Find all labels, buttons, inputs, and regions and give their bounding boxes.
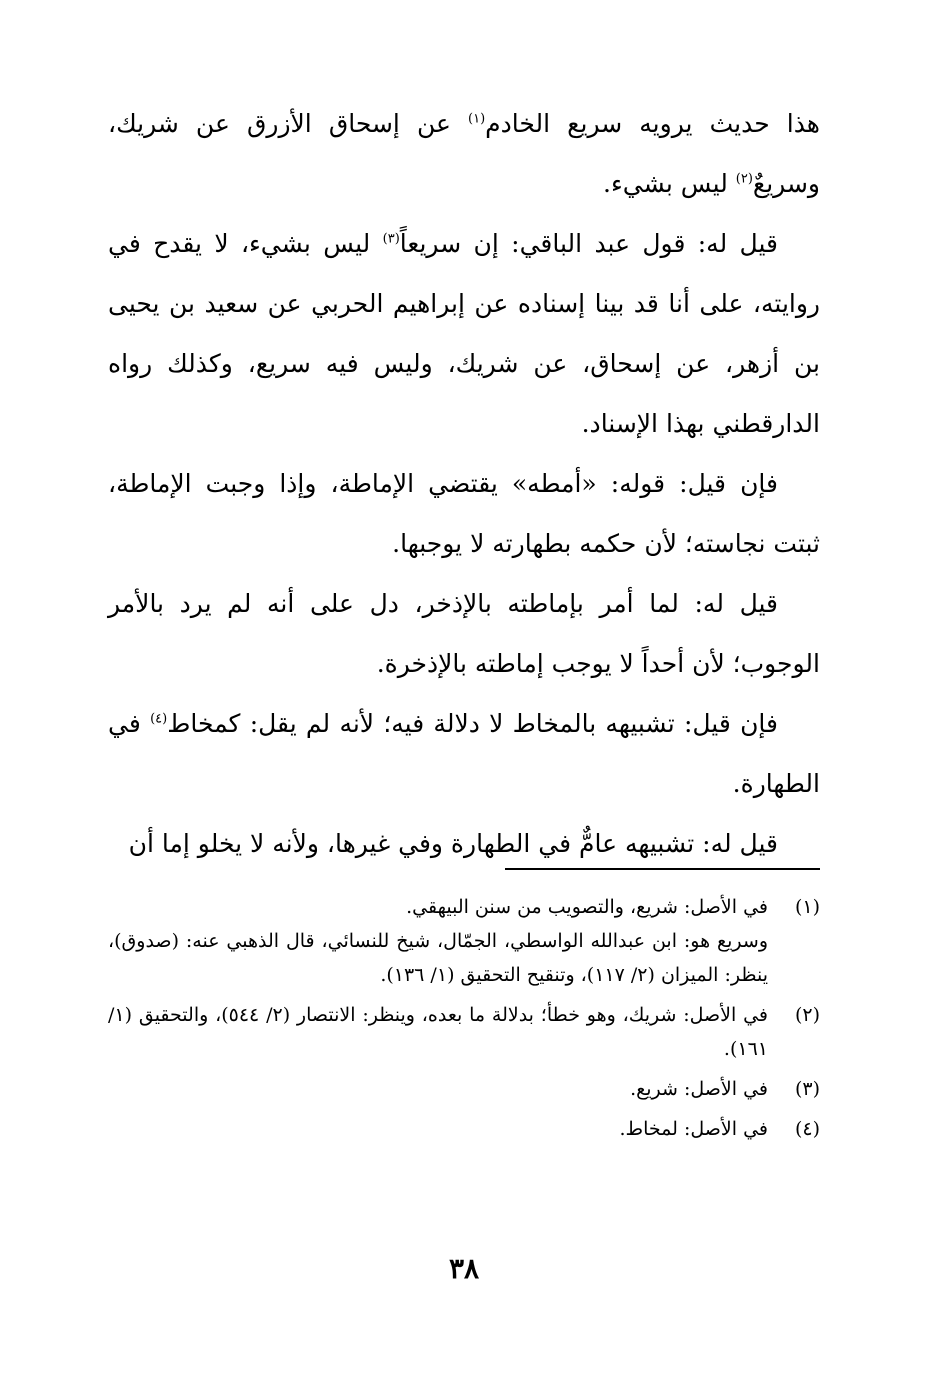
footnote-1 bbox=[108, 890, 820, 992]
paragraph-2 bbox=[108, 214, 820, 454]
footnote-line: في الأصل: شريع، والتصويب من سنن البيهقي. bbox=[406, 896, 768, 918]
footnote-ref-2: (٢) bbox=[735, 171, 753, 187]
footnote-body bbox=[108, 998, 768, 1066]
document-page bbox=[108, 0, 820, 1380]
paragraph-3: فإن قيل: قوله: «أمطه» يقتضي الإماطة، وإذا وجبت الإماطة، ثبتت نجاسته؛ لأن حكمه بطهارته لا يوجبها. bbox=[108, 469, 820, 558]
footnote-number: (٣) bbox=[794, 1078, 820, 1100]
footnote-body bbox=[108, 890, 768, 992]
footnote-ref-3: (٣) bbox=[382, 231, 400, 247]
footnote-ref-4: (٤) bbox=[150, 711, 168, 727]
footnote-separator bbox=[505, 868, 820, 870]
footnote-2 bbox=[108, 998, 820, 1066]
footnote-number: (١) bbox=[794, 896, 820, 918]
footnote-body bbox=[108, 1072, 768, 1106]
footnote-line: في الأصل: شريع. bbox=[630, 1078, 768, 1100]
footnote-ref-1: (١) bbox=[468, 111, 486, 127]
paragraph-5 bbox=[108, 694, 820, 814]
paragraph-1-part-2: عن إسحاق الأزرق عن شريك، وسريعٌ bbox=[108, 109, 820, 198]
footnote-body bbox=[108, 1112, 768, 1146]
page-number: ٣٨ bbox=[448, 1252, 480, 1285]
paragraph-1 bbox=[108, 94, 820, 214]
footnote-line: في الأصل: لمخاط. bbox=[619, 1118, 768, 1140]
paragraph-4: قيل له: لما أمر بإماطته بالإذخر، دل على أنه لم يرد بالأمر الوجوب؛ لأن أحداً لا يوجب إماطته بالإذخرة. bbox=[108, 589, 820, 678]
footnote-line: في الأصل: شريك، وهو خطأ؛ بدلالة ما بعده، وينظر: الانتصار (٢/ ٥٤٤)، والتحقيق (١/ ١٦١). bbox=[108, 1004, 768, 1060]
paragraph-2-part-1: قيل له: قول عبد الباقي: إن سريعاً bbox=[399, 229, 778, 258]
footnote-number: (٢) bbox=[794, 1004, 820, 1026]
paragraph-2-part-2: ليس بشيء، لا يقدح في روايته، على أنا قد بينا إسناده عن إبراهيم الحربي عن سعيد بن يحيى بن أزهر، عن إسحاق، عن شريك، وليس فيه سريع، وكذلك رواه الدارقطني بهذا الإسناد. bbox=[108, 229, 820, 438]
main-text bbox=[108, 94, 820, 874]
footnote-line: وسريع هو: ابن عبدالله الواسطي، الجمّال، شيخ للنسائي، قال الذهبي عنه: (صدوق)، ينظر: الميزان (٢/ ١١٧)، وتنقيح التحقيق (١/ ١٣٦). bbox=[108, 930, 768, 986]
footnote-number: (٤) bbox=[794, 1118, 820, 1140]
paragraph-6: قيل له: تشبيهه عامٌّ في الطهارة وفي غيرها، ولأنه لا يخلو إما أن bbox=[128, 829, 778, 858]
footnote-3 bbox=[108, 1072, 820, 1106]
paragraph-5-part-1: فإن قيل: تشبيهه بالمخاط لا دلالة فيه؛ لأنه لم يقل: كمخاط bbox=[167, 709, 778, 738]
paragraph-5-part-2: في الطهارة. bbox=[108, 709, 820, 798]
paragraph-1-part-1: هذا حديث يرويه سريع الخادم bbox=[485, 109, 820, 138]
paragraph-1-part-3: ليس بشيء. bbox=[603, 169, 736, 198]
footnotes bbox=[108, 890, 820, 1152]
footnote-4 bbox=[108, 1112, 820, 1146]
